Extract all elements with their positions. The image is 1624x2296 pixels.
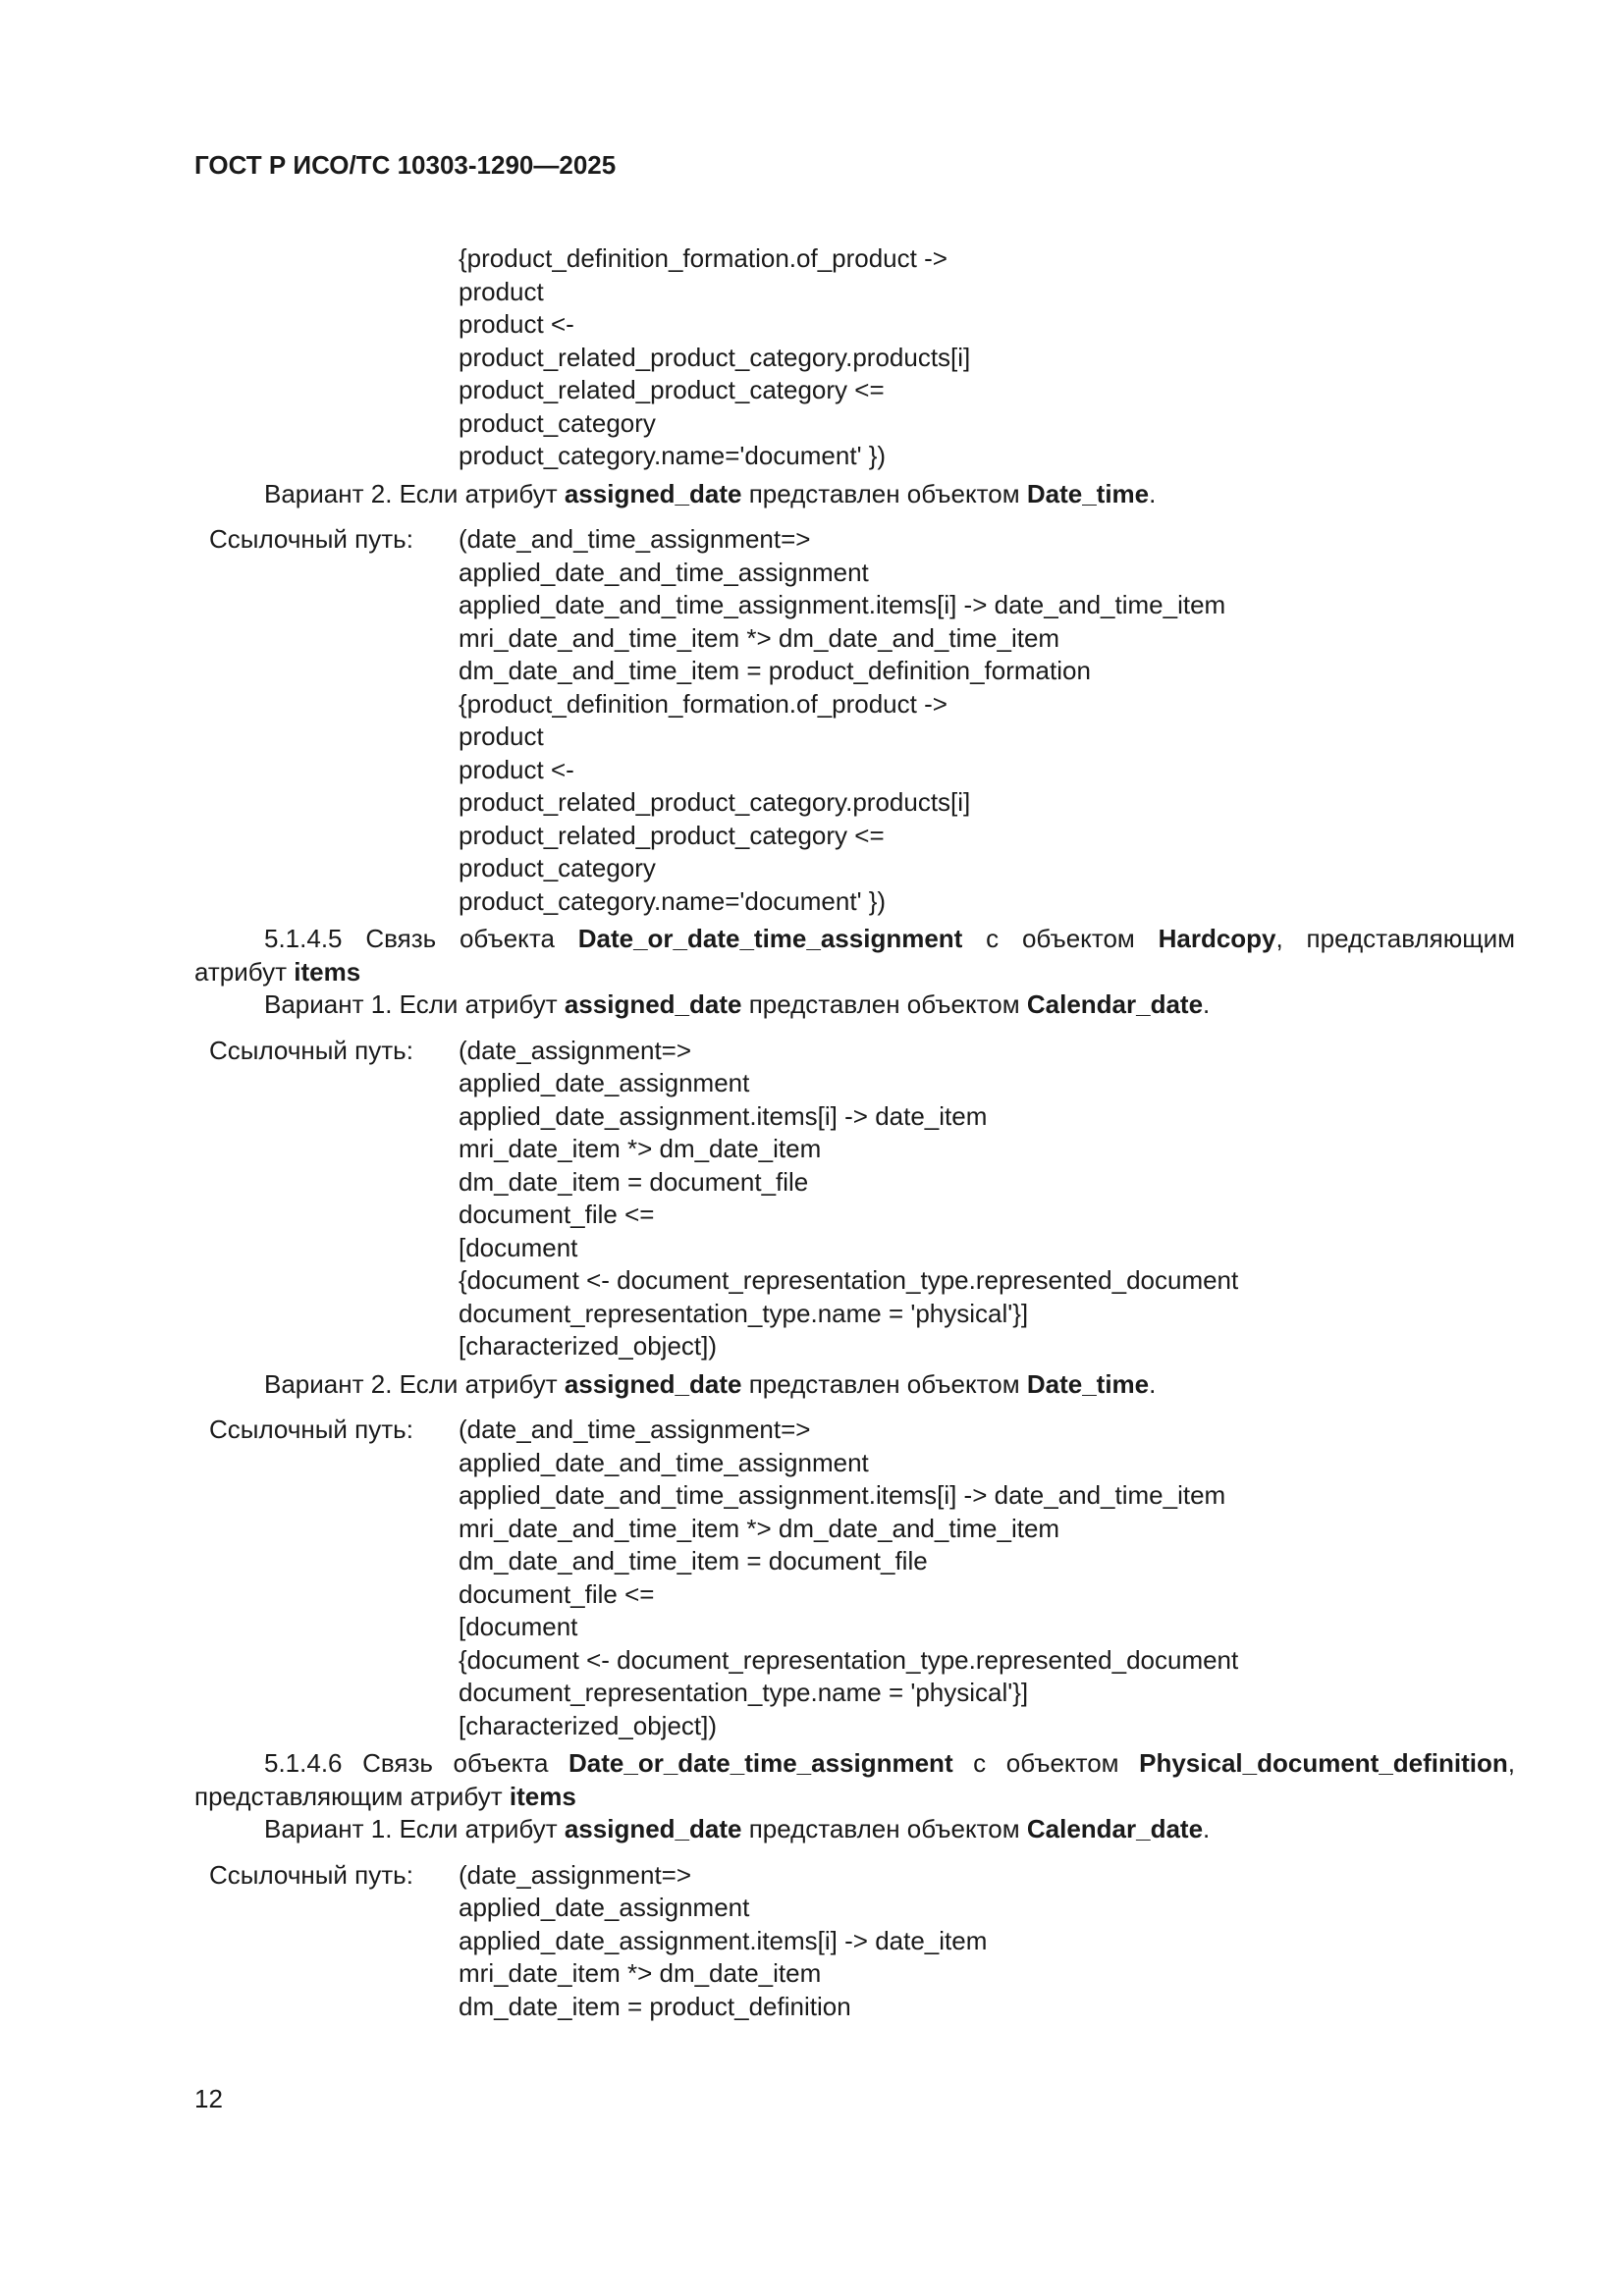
text-run: 5.1.4.5 Связь объекта xyxy=(264,924,578,953)
code-line: applied_date_and_time_assignment.items[i] -> date_and_time_item xyxy=(459,1480,1226,1510)
paragraph-line xyxy=(194,1368,1515,1402)
paragraph-line xyxy=(194,988,1515,1022)
text-run: атрибут xyxy=(194,956,295,987)
code-line: product_category xyxy=(459,407,656,438)
reference-path xyxy=(194,1035,1515,1363)
code-line: product <- xyxy=(459,309,574,339)
paragraph xyxy=(194,1368,1515,1402)
code-line: {product_definition_formation.of_product -> xyxy=(459,243,947,273)
code-line: document_representation_type.name = 'physical'}] xyxy=(459,1678,1029,1707)
paragraph-line xyxy=(194,1813,1515,1846)
code-line: applied_date_assignment xyxy=(459,1068,750,1097)
code-line: [document xyxy=(459,1612,578,1641)
text-run: . xyxy=(1203,1814,1211,1843)
text-run: Вариант 1. Если атрибут xyxy=(264,1814,565,1843)
text-run: представляющим атрибут xyxy=(194,1781,510,1811)
reference-path xyxy=(194,1859,1515,2024)
code-line: {product_definition_formation.of_product -> xyxy=(459,688,947,719)
paragraph xyxy=(194,923,1515,1022)
text-run: с объектом xyxy=(962,924,1159,953)
reference-path-lines xyxy=(459,523,1225,918)
text-run: представлен объектом xyxy=(741,1814,1027,1843)
code-line: applied_date_assignment.items[i] -> date_item xyxy=(459,1100,988,1131)
bold-term: Date_or_date_time_assignment xyxy=(568,1748,953,1778)
paragraph-line xyxy=(194,1781,1515,1814)
code-line: applied_date_and_time_assignment xyxy=(459,557,869,587)
text-run: Вариант 2. Если атрибут xyxy=(264,1368,565,1399)
text-run: Вариант 1. Если атрибут xyxy=(264,989,565,1019)
code-line: {document <- document_representation_type.represented_document xyxy=(459,1265,1239,1295)
code-line: applied_date_assignment.items[i] -> date_item xyxy=(459,1925,988,1955)
code-line: dm_date_and_time_item = product_definition_formation xyxy=(459,656,1091,685)
bold-term: items xyxy=(294,956,361,987)
code-line: [document xyxy=(459,1232,578,1262)
code-line: mri_date_and_time_item *> dm_date_and_time_item xyxy=(459,1513,1060,1543)
reference-path-label: Ссылочный путь: xyxy=(209,1035,413,1065)
bold-term: assigned_date xyxy=(564,478,742,508)
reference-path-lines xyxy=(459,1414,1238,1742)
bold-term: assigned_date xyxy=(564,1814,742,1843)
code-line: product_related_product_category.products[i] xyxy=(459,787,971,817)
code-line: [characterized_object]) xyxy=(459,1710,718,1740)
text-run: , xyxy=(1507,1748,1515,1778)
text-run: 5.1.4.6 Связь объекта xyxy=(264,1748,568,1778)
reference-path xyxy=(194,1414,1515,1742)
code-line: applied_date_and_time_assignment.items[i] -> date_and_time_item xyxy=(459,590,1226,619)
code-line: mri_date_item *> dm_date_item xyxy=(459,1134,822,1163)
reference-path-label: Ссылочный путь: xyxy=(209,524,413,554)
text-run: представлен объектом xyxy=(741,1368,1027,1399)
text-run: , представляющим xyxy=(1275,924,1515,953)
text-run: Вариант 2. Если атрибут xyxy=(264,478,565,508)
paragraph-line xyxy=(194,478,1515,511)
code-line: [characterized_object]) xyxy=(459,1331,718,1361)
paragraph-line xyxy=(194,1747,1515,1781)
code-line: product_related_product_category <= xyxy=(459,375,885,404)
code-line: (date_assignment=> xyxy=(459,1859,692,1890)
reference-path-label: Ссылочный путь: xyxy=(209,1859,413,1890)
bold-term: Physical_document_definition xyxy=(1139,1748,1508,1778)
reference-path-lines xyxy=(459,1859,987,2024)
code-line: document_file <= xyxy=(459,1200,655,1229)
code-line: mri_date_and_time_item *> dm_date_and_time_item xyxy=(459,622,1060,653)
code-line: mri_date_item *> dm_date_item xyxy=(459,1958,822,1988)
code-line: product xyxy=(459,721,544,751)
page-number: 12 xyxy=(194,2084,223,2113)
code-line: dm_date_item = document_file xyxy=(459,1166,809,1197)
paragraph-line xyxy=(194,956,1515,989)
code-line: {document <- document_representation_type.represented_document xyxy=(459,1644,1239,1675)
bold-term: assigned_date xyxy=(564,989,742,1019)
bold-term: assigned_date xyxy=(564,1368,742,1399)
code-line: product_related_product_category <= xyxy=(459,820,885,850)
text-run: . xyxy=(1203,989,1211,1019)
code-line: applied_date_and_time_assignment xyxy=(459,1447,869,1477)
code-line: (date_and_time_assignment=> xyxy=(459,524,811,554)
reference-path-lines xyxy=(459,1035,1238,1363)
code-line: dm_date_and_time_item = document_file xyxy=(459,1546,928,1575)
code-line: applied_date_assignment xyxy=(459,1893,750,1922)
bold-term: items xyxy=(509,1781,576,1811)
code-line: product <- xyxy=(459,754,574,784)
text-run: представлен объектом xyxy=(741,478,1027,508)
code-line: (date_and_time_assignment=> xyxy=(459,1415,811,1444)
reference-path-label: Ссылочный путь: xyxy=(209,1415,413,1444)
document-header: ГОСТ Р ИСО/ТС 10303-1290—2025 xyxy=(194,150,617,180)
text-run: с объектом xyxy=(952,1748,1140,1778)
code-line: dm_date_item = product_definition xyxy=(459,1991,851,2021)
text-run: представлен объектом xyxy=(741,989,1027,1019)
page-content xyxy=(194,242,1515,2023)
code-block xyxy=(459,242,1515,473)
bold-term: Calendar_date xyxy=(1026,1814,1204,1843)
code-line: product_related_product_category.products[i] xyxy=(459,342,971,372)
text-run: . xyxy=(1149,1368,1157,1399)
code-line: product xyxy=(459,276,544,306)
paragraph xyxy=(194,478,1515,511)
code-line: (date_assignment=> xyxy=(459,1035,692,1065)
paragraph xyxy=(194,1747,1515,1846)
code-line: product_category xyxy=(459,853,656,882)
bold-term: Date_time xyxy=(1026,1368,1150,1399)
code-line: document_representation_type.name = 'physical'}] xyxy=(459,1298,1029,1328)
bold-term: Date_or_date_time_assignment xyxy=(577,924,963,953)
text-run: . xyxy=(1149,478,1157,508)
bold-term: Hardcopy xyxy=(1158,924,1276,953)
bold-term: Date_time xyxy=(1026,478,1150,508)
paragraph-line xyxy=(194,923,1515,956)
code-line: document_file <= xyxy=(459,1578,655,1609)
code-line: product_category.name='document' }) xyxy=(459,885,887,916)
reference-path xyxy=(194,523,1515,918)
bold-term: Calendar_date xyxy=(1026,989,1204,1019)
code-line: product_category.name='document' }) xyxy=(459,441,887,470)
